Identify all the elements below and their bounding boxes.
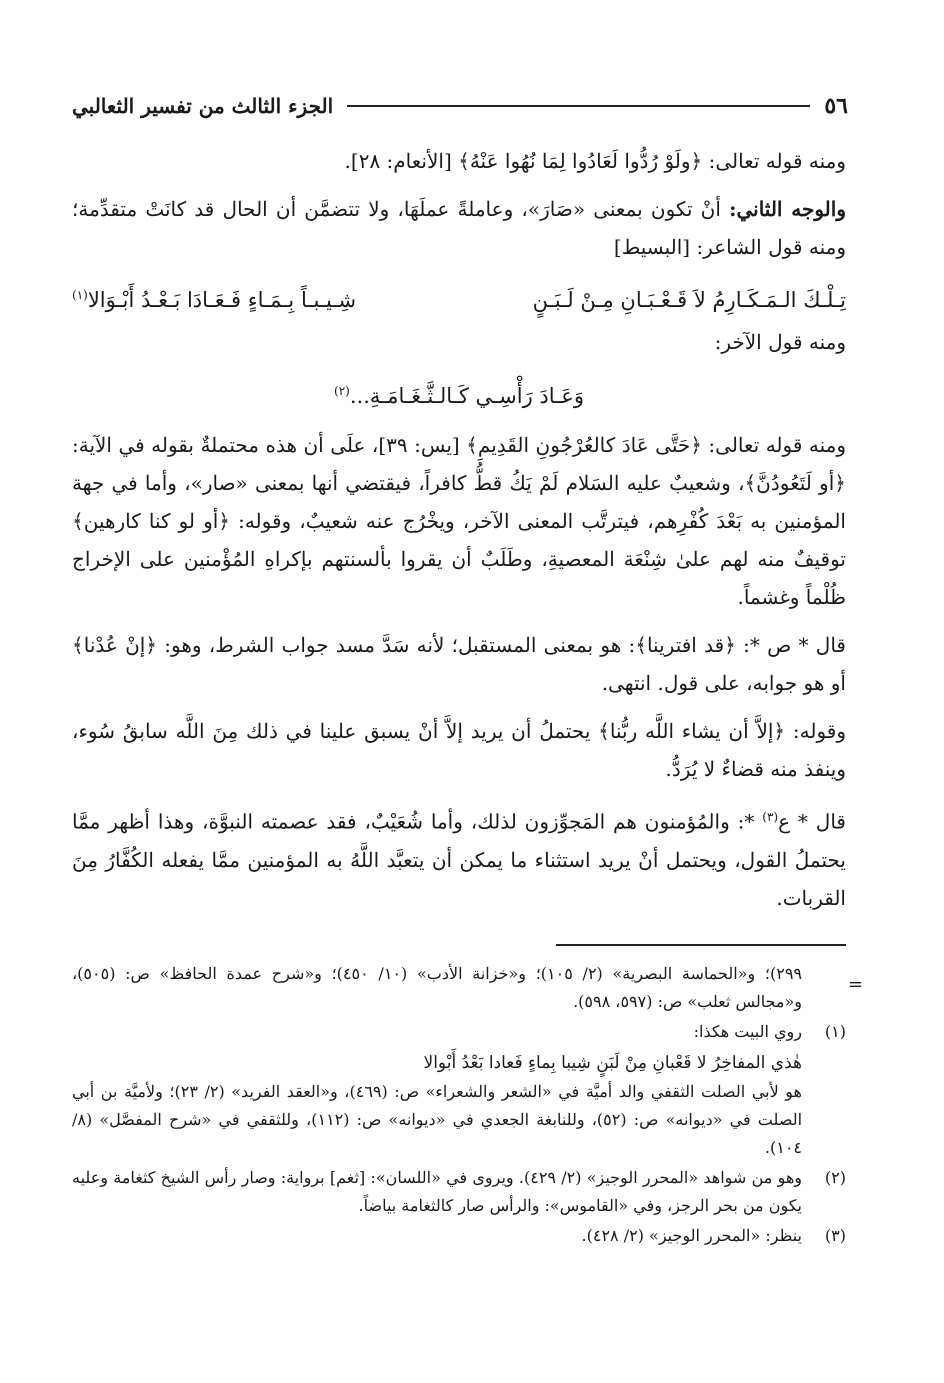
footnote-3-number: (٣) — [824, 1226, 846, 1245]
footnote-3 — [72, 1222, 846, 1250]
paragraph-5: قال * ص *: ﴿قد افترينا﴾: هو بمعنى المستقبل؛ لأنه سَدَّ مسد جواب الشرط، وهو: ﴿إنْ عُدْنا﴾ أو هو جوابه، على قول. انتهى. — [72, 633, 846, 695]
verse-2 — [72, 371, 846, 416]
paragraph-2-text: أنْ تكون بمعنى «صَارَ»، وعاملةً عملَهَا، ولا تتضمَّن أن الحال قد كانَتْ متقدِّمة؛ ومنه قول الشاعر: [البسيط] — [72, 197, 846, 259]
paragraph-2-lead: والوجه الثاني: — [729, 197, 846, 221]
footnote-1 — [72, 1018, 846, 1046]
paragraph-7 — [72, 798, 846, 917]
paragraph-3: ومنه قول الآخر: — [714, 330, 846, 354]
verse-1-first-hemistich: تِـلْـكَ الـمَـكَـارِمُ لاَ قَـعْـبَـانِ مِـنْ لَـبَـنٍ — [532, 288, 846, 312]
paragraph-6: وقوله: ﴿إلاَّ أن يشاء اللَّه ربُّنا﴾ يحتملُ أن يريد إلاَّ أنْ يسبق علينا في ذلك مِنَ اللَّه سابقُ سُوء، وينفذ منه قضاءٌ لا يُرَدُّ. — [72, 719, 846, 781]
footnote-3-text: ينظر: «المحرر الوجيز» (٢/ ٤٢٨). — [581, 1226, 802, 1245]
footnote-1-text: هو لأبي الصلت الثقفي والد أميَّة في «الشعر والشعراء» ص: (٤٦٩)، و«العقد الفريد» (٢/ ٢٣)؛ ولأميَّة بن أبي الصلت في «ديوانه» ص: (٥٢)، وللنابغة الجعدي في «ديوانه» ص: (١١٢)، وللثقفي في «شرح المفصَّل» (٨/ ١٠٤). — [72, 1082, 803, 1157]
footnote-1-spacer — [802, 1078, 846, 1162]
header-rule — [347, 105, 810, 107]
paragraph-1: ومنه قوله تعالى: ﴿ولَوْ رُدُّوا لَعَادُوا لِمَا نُهُوا عَنْهُ﴾ [الأنعام: ٢٨]. — [344, 149, 846, 173]
footnote-2 — [72, 1164, 846, 1220]
paragraph-2 — [72, 190, 846, 266]
footnote-2-text: وهو من شواهد «المحرر الوجيز» (٢/ ٤٢٩). ويروى في «اللسان»: [ثغم] برواية: وصار رأس الشيخ كثغامة وعليه يكون من بحر الرجز، وفي «القاموس»: والرأس صار كالثغامة بياضاً. — [72, 1168, 802, 1215]
page-header — [72, 86, 848, 126]
paragraph-7-b: *: والمُؤمنون هم المَجوِّزون لذلك، وأما شُعَيْبٌ، فقد عصمته النبوَّة، وهذا أظهر ممَّا يحتملُ القول، ويحتمل أنْ يريد استثناء ما يمكن أن يتعبَّد اللَّهُ به المؤمنين ممَّا يفعله الكُفَّارُ مِنَ القربات. — [72, 809, 846, 910]
footnote-continuation — [72, 960, 846, 1016]
verse-1 — [72, 276, 846, 319]
footnote-ref-3: (٣) — [762, 810, 779, 824]
footnotes — [72, 960, 846, 1252]
continuation-mark: = — [848, 974, 864, 995]
footnote-continuation-text: ٢٩٩)؛ و«الحماسة البصرية» (٢/ ١٠٥)؛ و«خزانة الأدب» (١٠/ ٤٥٠)؛ و«شرح عمدة الحافظ» ص: (٥٠٥)، و«مجالس ثعلب» ص: (٥٩٧، ٥٩٨). — [72, 964, 803, 1011]
footnote-ref-2: (٢) — [334, 384, 350, 398]
main-text — [72, 142, 846, 927]
footnote-continuation-spacer — [802, 960, 846, 1016]
running-title: الجزء الثالث من تفسير الثعالبي — [72, 94, 334, 118]
verse-1-second-hemistich: شِـيـبـاً بِـمَـاءٍ فَـعَـادَا بَـعْـدُ أَبْـوَالا — [87, 288, 357, 312]
paragraph-4: ومنه قوله تعالى: ﴿حَتَّى عَادَ كالعُرْجُونِ القَدِيمِ﴾ [يس: ٣٩]، علَى أن هذه محتملةٌ بقوله في الآية: ﴿أو لَتَعُودُنَّ﴾، وشعيبٌ عليه السَلام لَمْ يَكُ قطُّ كافراً، فيقتضي أنها بمعنى «صار»، وأما في جهة المؤمنين به بَعْدَ كُفْرِهم، فيترتَّب المعنى الآخر، ويخْرُج عنه شعيبٌ، وقوله: ﴿أو لو كنا كارهين﴾ توقيفٌ منه لهم علىٰ شِنْعَة المعصيةِ، وطَلَبٌ أن يقروا بألسنتهم بإكراهِ المُؤْمنين على الإخراج ظُلْماً وغشماً. — [72, 433, 846, 609]
footnote-1-verse: هٰذي المفاخِرُ لا قَعْبانِ مِنْ لَبَنٍ شِيبا بِماءٍ فَعادا بَعْدُ أَبْوالا — [423, 1053, 802, 1073]
footnote-1-number: (١) — [824, 1022, 846, 1041]
footnote-1-intro: روي البيت هكذا: — [693, 1022, 802, 1041]
paragraph-7-a: قال * ع — [778, 809, 846, 834]
footnote-separator — [556, 944, 846, 946]
footnote-2-number: (٢) — [824, 1168, 846, 1187]
verse-1-second-hemistich-wrap — [72, 276, 356, 319]
footnote-1-body — [72, 1078, 846, 1162]
page-number: ٥٦ — [824, 93, 848, 119]
verse-2-text: وَعَـادَ رَأْسِـي كَـالـثَّـغَـامَـةِ... — [349, 384, 584, 408]
footnote-ref-1: (١) — [72, 288, 88, 302]
